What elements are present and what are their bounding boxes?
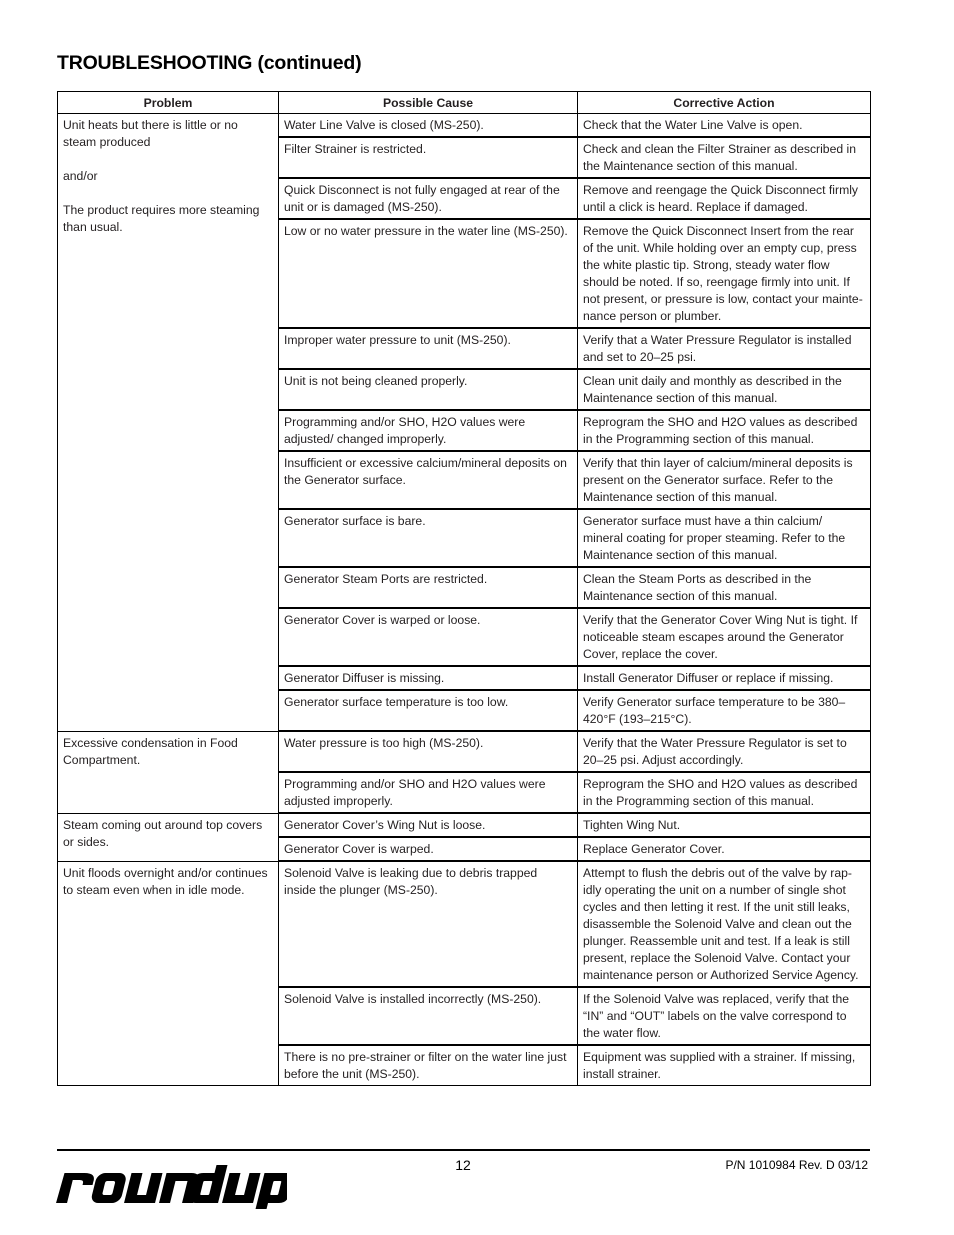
possible-cause-cell: Generator Diffuser is missing. — [279, 667, 578, 691]
troubleshooting-table — [57, 91, 871, 1086]
possible-cause-cell: Generator surface is bare. — [279, 510, 578, 568]
corrective-action-cell: Replace Generator Cover. — [578, 838, 871, 862]
corrective-action-cell: Verify that the Water Pressure Regulator is set to 20–25 psi. Adjust accordingly. — [578, 732, 871, 773]
possible-cause-cell: Generator Cover is warped. — [279, 838, 578, 862]
corrective-action-cell: Clean the Steam Ports as described in the Maintenance section of this manual. — [578, 568, 871, 609]
possible-cause-cell: Generator Cover’s Wing Nut is loose. — [279, 814, 578, 838]
corrective-action-cell: Check that the Water Line Valve is open. — [578, 114, 871, 138]
roundup-logo-icon — [55, 1163, 287, 1209]
page-title: TROUBLESHOOTING (continued) — [57, 52, 362, 74]
possible-cause-cell: Insufficient or excessive calcium/mineral deposits on the Generator surface. — [279, 452, 578, 510]
possible-cause-cell: Generator Steam Ports are restricted. — [279, 568, 578, 609]
corrective-action-cell: Check and clean the Filter Strainer as described in the Maintenance section of this manual. — [578, 138, 871, 179]
part-number: P/N 1010984 Rev. D 03/12 — [725, 1158, 868, 1172]
possible-cause-cell: Water pressure is too high (MS-250). — [279, 732, 578, 773]
table-header-row — [58, 92, 871, 114]
problem-cell: Unit heats but there is little or no steam produced and/or The product requires more steaming than usual. — [58, 114, 279, 732]
possible-cause-cell: Water Line Valve is closed (MS-250). — [279, 114, 578, 138]
possible-cause-cell: Generator Cover is warped or loose. — [279, 609, 578, 667]
possible-cause-cell: Programming and/or SHO, H2O values were adjusted/ changed improperly. — [279, 411, 578, 452]
footer-rule — [57, 1149, 870, 1151]
corrective-action-cell: Equipment was supplied with a strainer. If missing, install strainer. — [578, 1046, 871, 1086]
problem-cell: Excessive condensation in Food Compartment. — [58, 732, 279, 814]
possible-cause-cell: Quick Disconnect is not fully engaged at rear of the unit or is damaged (MS-250). — [279, 179, 578, 220]
possible-cause-cell: There is no pre-strainer or filter on the water line just before the unit (MS-250). — [279, 1046, 578, 1086]
possible-cause-cell: Programming and/or SHO and H2O values were adjusted improperly. — [279, 773, 578, 814]
corrective-action-cell: Remove and reengage the Quick Disconnect firmly until a click is heard. Replace if damaged. — [578, 179, 871, 220]
possible-cause-cell: Solenoid Valve is installed incorrectly (MS-250). — [279, 988, 578, 1046]
corrective-action-cell: Clean unit daily and monthly as described in the Maintenance section of this manual. — [578, 370, 871, 411]
corrective-action-cell: Install Generator Diffuser or replace if missing. — [578, 667, 871, 691]
problem-cell: Unit floods overnight and/or continues to steam even when in idle mode. — [58, 862, 279, 1086]
corrective-action-cell: Remove the Quick Disconnect Insert from the rear of the unit. While holding over an empty cup, press the white plastic tip. Strong, steady water flow should be noted. If so, reengage firmly into unit. If not present, or pressure is low, contact your mainte-nance person or plumber. — [578, 220, 871, 329]
corrective-action-cell: Reprogram the SHO and H2O values as described in the Programming section of this manual. — [578, 411, 871, 452]
table-row — [58, 114, 871, 138]
page-number: 12 — [455, 1157, 471, 1173]
problem-cell: Steam coming out around top covers or sides. — [58, 814, 279, 862]
corrective-action-cell: Reprogram the SHO and H2O values as described in the Programming section of this manual. — [578, 773, 871, 814]
possible-cause-cell: Improper water pressure to unit (MS-250). — [279, 329, 578, 370]
possible-cause-cell: Filter Strainer is restricted. — [279, 138, 578, 179]
header-corrective-action: Corrective Action — [578, 92, 871, 114]
corrective-action-cell: Tighten Wing Nut. — [578, 814, 871, 838]
corrective-action-cell: Generator surface must have a thin calcium/ mineral coating for proper steaming. Refer to the Maintenance section of this manual. — [578, 510, 871, 568]
corrective-action-cell: Verify that thin layer of calcium/mineral deposits is present on the Generator surface. Refer to the Maintenance section of this manual. — [578, 452, 871, 510]
corrective-action-cell: Attempt to flush the debris out of the valve by rap-idly operating the unit on a number of single shot cycles and then letting it rest. If the unit still leaks, disassemble the Solenoid Valve and clean out the plunger. Reassemble unit and test. If a leak is still present, replace the Solenoid Valve. Contact your maintenance person or Authorized Service Agency. — [578, 862, 871, 988]
corrective-action-cell: If the Solenoid Valve was replaced, verify that the “IN” and “OUT” labels on the valve correspond to the water flow. — [578, 988, 871, 1046]
table-row — [58, 862, 871, 988]
possible-cause-cell: Unit is not being cleaned properly. — [279, 370, 578, 411]
corrective-action-cell: Verify Generator surface temperature to be 380–420°F (193–215°C). — [578, 691, 871, 732]
header-possible-cause: Possible Cause — [279, 92, 578, 114]
possible-cause-cell: Solenoid Valve is leaking due to debris trapped inside the plunger (MS-250). — [279, 862, 578, 988]
corrective-action-cell: Verify that the Generator Cover Wing Nut is tight. If noticeable steam escapes around the Generator Cover, replace the cover. — [578, 609, 871, 667]
corrective-action-cell: Verify that a Water Pressure Regulator is installed and set to 20–25 psi. — [578, 329, 871, 370]
header-problem: Problem — [58, 92, 279, 114]
possible-cause-cell: Low or no water pressure in the water line (MS-250). — [279, 220, 578, 329]
possible-cause-cell: Generator surface temperature is too low. — [279, 691, 578, 732]
table-row — [58, 814, 871, 838]
table-row — [58, 732, 871, 773]
